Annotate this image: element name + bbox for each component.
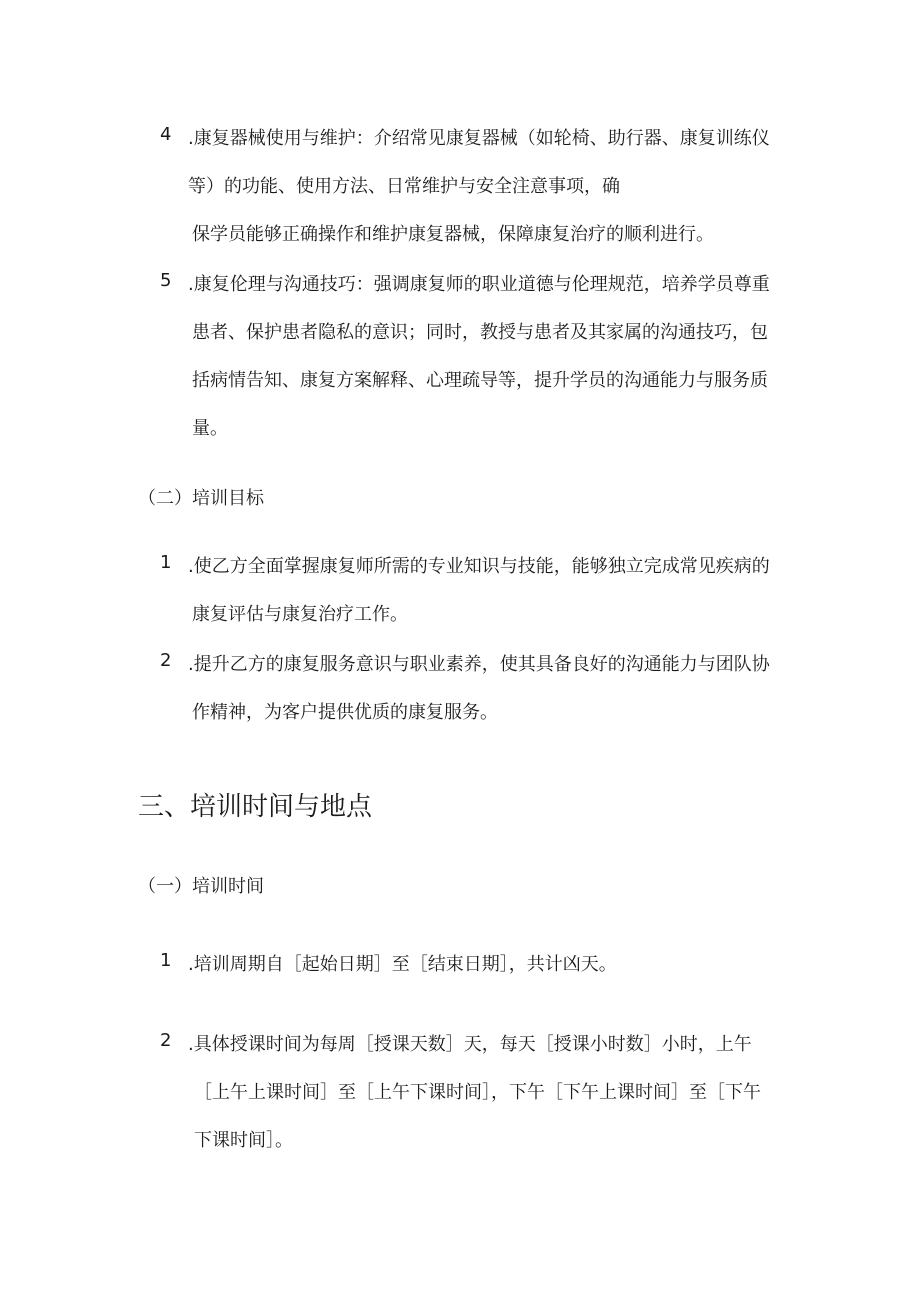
item-line: .康复伦理与沟通技巧：强调康复师的职业道德与伦理规范，培养学员尊重 — [188, 274, 770, 295]
item-line: 作精神，为客户提供优质的康复服务。 — [192, 702, 498, 723]
item-line: .使乙方全面掌握康复师所需的专业知识与技能，能够独立完成常见疾病的 — [188, 556, 770, 577]
item-number: 1 — [160, 552, 172, 573]
item-line: .提升乙方的康复服务意识与职业素养，使其具备良好的沟通能力与团队协 — [188, 654, 770, 675]
item-line: .具体授课时间为每周［授课天数］天，每天［授课小时数］小时，上午 — [188, 1034, 752, 1055]
item-line: 患者、保护患者隐私的意识；同时，教授与患者及其家属的沟通技巧，包 — [192, 322, 768, 343]
item-line: 下课时间］。 — [194, 1130, 293, 1151]
item-line: ［上午上课时间］至［上午下课时间］，下午［下午上课时间］至［下午 — [194, 1082, 761, 1103]
item-number: 1 — [160, 950, 172, 971]
item-line: 括病情告知、康复方案解释、心理疏导等，提升学员的沟通能力与服务质 — [192, 370, 768, 391]
section-heading-time: （一）培训时间 — [138, 876, 264, 897]
item-number: 5 — [160, 270, 172, 291]
item-number: 4 — [160, 124, 172, 145]
chapter-title: 三、培训时间与地点 — [138, 792, 373, 822]
item-number: 2 — [160, 1030, 172, 1051]
item-line: 量。 — [192, 418, 228, 439]
item-line: .培训周期自［起始日期］至［结束日期］，共计凶天。 — [188, 954, 617, 975]
item-line: .康复器械使用与维护：介绍常见康复器械（如轮椅、助行器、康复训练仪 — [188, 128, 770, 149]
item-number: 2 — [160, 650, 172, 671]
item-line: 保学员能够正确操作和维护康复器械，保障康复治疗的顺利进行。 — [192, 224, 714, 245]
section-heading-goals: （二）培训目标 — [138, 488, 264, 509]
item-line: 康复评估与康复治疗工作。 — [192, 604, 408, 625]
item-line: 等）的功能、使用方法、日常维护与安全注意事项，确 — [188, 176, 620, 197]
